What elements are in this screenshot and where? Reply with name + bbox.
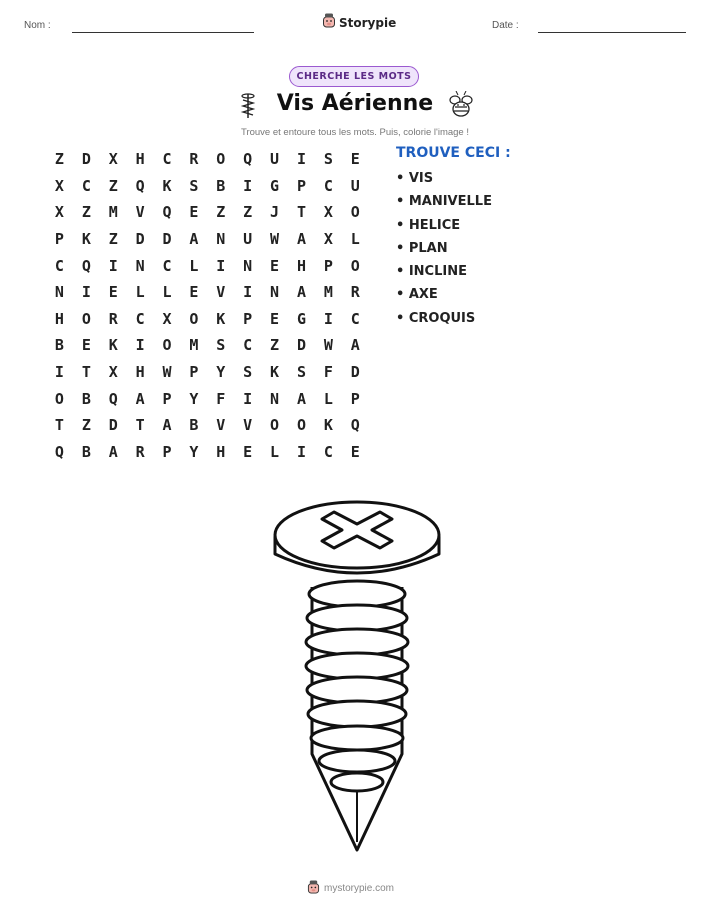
grid-cell: O bbox=[54, 389, 64, 408]
grid-cell: O bbox=[189, 309, 199, 328]
grid-cell: Y bbox=[216, 363, 226, 382]
grid-cell: N bbox=[270, 389, 280, 408]
grid-cell: O bbox=[350, 256, 360, 275]
grid-cell: R bbox=[350, 283, 360, 302]
grid-cell: A bbox=[162, 416, 172, 435]
grid-cell: Q bbox=[350, 416, 360, 435]
grid-cell: D bbox=[81, 150, 91, 169]
grid-cell: L bbox=[350, 230, 360, 249]
pig-logo-icon bbox=[307, 879, 320, 898]
grid-cell: P bbox=[243, 309, 253, 328]
grid-cell: V bbox=[216, 416, 226, 435]
grid-cell: W bbox=[162, 363, 172, 382]
grid-cell: L bbox=[323, 389, 333, 408]
grid-cell: D bbox=[350, 363, 360, 382]
word-item: • AXE bbox=[396, 287, 492, 310]
date-label: Date : bbox=[492, 20, 519, 31]
grid-cell: I bbox=[243, 283, 253, 302]
grid-cell: X bbox=[54, 176, 64, 195]
grid-cell: Z bbox=[243, 203, 253, 222]
grid-cell: P bbox=[162, 442, 172, 461]
find-heading: TROUVE CECI : bbox=[396, 145, 511, 161]
word-item: • PLAN bbox=[396, 241, 492, 264]
grid-cell: X bbox=[323, 203, 333, 222]
grid-cell: R bbox=[108, 309, 118, 328]
grid-cell: U bbox=[350, 176, 360, 195]
grid-cell: H bbox=[135, 150, 145, 169]
name-label: Nom : bbox=[24, 20, 51, 31]
grid-cell: A bbox=[189, 230, 199, 249]
grid-cell: B bbox=[189, 416, 199, 435]
grid-cell: I bbox=[81, 283, 91, 302]
grid-cell: D bbox=[296, 336, 306, 355]
brand-name: Storypie bbox=[339, 15, 397, 30]
grid-cell: L bbox=[270, 442, 280, 461]
grid-cell: E bbox=[243, 442, 253, 461]
grid-cell: A bbox=[296, 230, 306, 249]
grid-cell: X bbox=[108, 363, 118, 382]
grid-cell: C bbox=[81, 176, 91, 195]
grid-cell: A bbox=[350, 336, 360, 355]
grid-cell: C bbox=[54, 256, 64, 275]
grid-cell: R bbox=[189, 150, 199, 169]
grid-cell: Q bbox=[135, 176, 145, 195]
grid-cell: C bbox=[323, 176, 333, 195]
grid-cell: U bbox=[243, 230, 253, 249]
grid-cell: L bbox=[162, 283, 172, 302]
brand bbox=[322, 13, 396, 32]
instructions: Trouve et entoure tous les mots. Puis, colorie l'image ! bbox=[241, 127, 469, 138]
grid-cell: Z bbox=[108, 230, 118, 249]
grid-cell: B bbox=[81, 442, 91, 461]
grid-cell: L bbox=[189, 256, 199, 275]
grid-cell: T bbox=[54, 416, 64, 435]
grid-cell: H bbox=[135, 363, 145, 382]
grid-cell: X bbox=[323, 230, 333, 249]
grid-cell: T bbox=[296, 203, 306, 222]
footer-url: mystorypie.com bbox=[324, 883, 395, 894]
grid-cell: Y bbox=[189, 389, 199, 408]
grid-cell: Q bbox=[162, 203, 172, 222]
grid-cell: I bbox=[216, 256, 226, 275]
grid-cell: Z bbox=[108, 176, 118, 195]
grid-cell: V bbox=[135, 203, 145, 222]
grid-cell: S bbox=[243, 363, 253, 382]
grid-cell: E bbox=[270, 256, 280, 275]
grid-cell: A bbox=[296, 389, 306, 408]
grid-cell: N bbox=[270, 283, 280, 302]
grid-cell: P bbox=[350, 389, 360, 408]
grid-cell: X bbox=[162, 309, 172, 328]
grid-cell: C bbox=[162, 256, 172, 275]
grid-cell: X bbox=[54, 203, 64, 222]
grid-cell: O bbox=[296, 416, 306, 435]
word-search-grid bbox=[46, 146, 369, 465]
grid-cell: Z bbox=[81, 203, 91, 222]
grid-cell: Z bbox=[270, 336, 280, 355]
grid-cell: Q bbox=[108, 389, 118, 408]
pig-logo-icon bbox=[322, 13, 336, 32]
grid-cell: Y bbox=[189, 442, 199, 461]
grid-cell: K bbox=[216, 309, 226, 328]
grid-cell: E bbox=[270, 309, 280, 328]
grid-cell: N bbox=[135, 256, 145, 275]
grid-cell: S bbox=[189, 176, 199, 195]
grid-cell: O bbox=[270, 416, 280, 435]
grid-cell: Z bbox=[54, 150, 64, 169]
grid-cell: D bbox=[135, 230, 145, 249]
grid-cell: I bbox=[108, 256, 118, 275]
grid-cell: A bbox=[296, 283, 306, 302]
grid-cell: K bbox=[323, 416, 333, 435]
grid-cell: R bbox=[135, 442, 145, 461]
grid-cell: P bbox=[189, 363, 199, 382]
grid-cell: S bbox=[296, 363, 306, 382]
page-title: Vis Aérienne bbox=[276, 91, 434, 116]
grid-cell: P bbox=[323, 256, 333, 275]
grid-cell: O bbox=[162, 336, 172, 355]
grid-cell: Q bbox=[243, 150, 253, 169]
grid-cell: G bbox=[296, 309, 306, 328]
grid-cell: C bbox=[350, 309, 360, 328]
grid-cell: E bbox=[189, 283, 199, 302]
grid-cell: A bbox=[108, 442, 118, 461]
word-list bbox=[396, 171, 492, 334]
grid-cell: O bbox=[350, 203, 360, 222]
grid-cell: W bbox=[270, 230, 280, 249]
grid-cell: K bbox=[270, 363, 280, 382]
grid-cell: U bbox=[270, 150, 280, 169]
grid-cell: K bbox=[162, 176, 172, 195]
grid-cell: A bbox=[135, 389, 145, 408]
grid-cell: I bbox=[296, 442, 306, 461]
grid-cell: C bbox=[135, 309, 145, 328]
grid-cell: X bbox=[108, 150, 118, 169]
grid-cell: W bbox=[323, 336, 333, 355]
grid-cell: Q bbox=[54, 442, 64, 461]
grid-cell: N bbox=[216, 230, 226, 249]
grid-cell: M bbox=[323, 283, 333, 302]
grid-cell: V bbox=[216, 283, 226, 302]
grid-cell: P bbox=[296, 176, 306, 195]
activity-badge: CHERCHE LES MOTS bbox=[289, 66, 419, 87]
grid-cell: Z bbox=[216, 203, 226, 222]
grid-cell: S bbox=[323, 150, 333, 169]
grid-cell: B bbox=[216, 176, 226, 195]
grid-cell: H bbox=[216, 442, 226, 461]
grid-cell: M bbox=[108, 203, 118, 222]
word-item: • INCLINE bbox=[396, 264, 492, 287]
grid-cell: D bbox=[162, 230, 172, 249]
grid-cell: F bbox=[323, 363, 333, 382]
grid-cell: C bbox=[162, 150, 172, 169]
grid-cell: I bbox=[243, 389, 253, 408]
grid-cell: Q bbox=[81, 256, 91, 275]
grid-cell: I bbox=[54, 363, 64, 382]
grid-cell: E bbox=[189, 203, 199, 222]
grid-cell: H bbox=[296, 256, 306, 275]
grid-cell: C bbox=[243, 336, 253, 355]
grid-cell: J bbox=[270, 203, 280, 222]
grid-cell: C bbox=[323, 442, 333, 461]
word-item: • VIS bbox=[396, 171, 492, 194]
grid-cell: B bbox=[54, 336, 64, 355]
grid-cell: K bbox=[81, 230, 91, 249]
name-line bbox=[72, 32, 254, 33]
grid-cell: T bbox=[135, 416, 145, 435]
footer bbox=[307, 879, 394, 898]
grid-cell: E bbox=[81, 336, 91, 355]
grid-cell: N bbox=[243, 256, 253, 275]
grid-cell: P bbox=[162, 389, 172, 408]
grid-cell: E bbox=[108, 283, 118, 302]
grid-cell: D bbox=[108, 416, 118, 435]
grid-cell: S bbox=[216, 336, 226, 355]
screw-illustration bbox=[262, 492, 452, 858]
grid-cell: I bbox=[135, 336, 145, 355]
grid-cell: M bbox=[189, 336, 199, 355]
grid-cell: F bbox=[216, 389, 226, 408]
grid-cell: Z bbox=[81, 416, 91, 435]
grid-cell: O bbox=[216, 150, 226, 169]
date-line bbox=[538, 32, 686, 33]
grid-cell: K bbox=[108, 336, 118, 355]
grid-cell: T bbox=[81, 363, 91, 382]
grid-cell: I bbox=[323, 309, 333, 328]
word-item: • MANIVELLE bbox=[396, 194, 492, 217]
word-item: • HELICE bbox=[396, 218, 492, 241]
grid-cell: E bbox=[350, 442, 360, 461]
word-item: • CROQUIS bbox=[396, 311, 492, 334]
grid-cell: G bbox=[270, 176, 280, 195]
bee-icon bbox=[446, 91, 476, 123]
grid-cell: I bbox=[296, 150, 306, 169]
grid-cell: V bbox=[243, 416, 253, 435]
grid-cell: N bbox=[54, 283, 64, 302]
grid-cell: O bbox=[81, 309, 91, 328]
grid-cell: B bbox=[81, 389, 91, 408]
grid-cell: L bbox=[135, 283, 145, 302]
grid-cell: I bbox=[243, 176, 253, 195]
grid-cell: P bbox=[54, 230, 64, 249]
grid-cell: H bbox=[54, 309, 64, 328]
grid-cell: E bbox=[350, 150, 360, 169]
